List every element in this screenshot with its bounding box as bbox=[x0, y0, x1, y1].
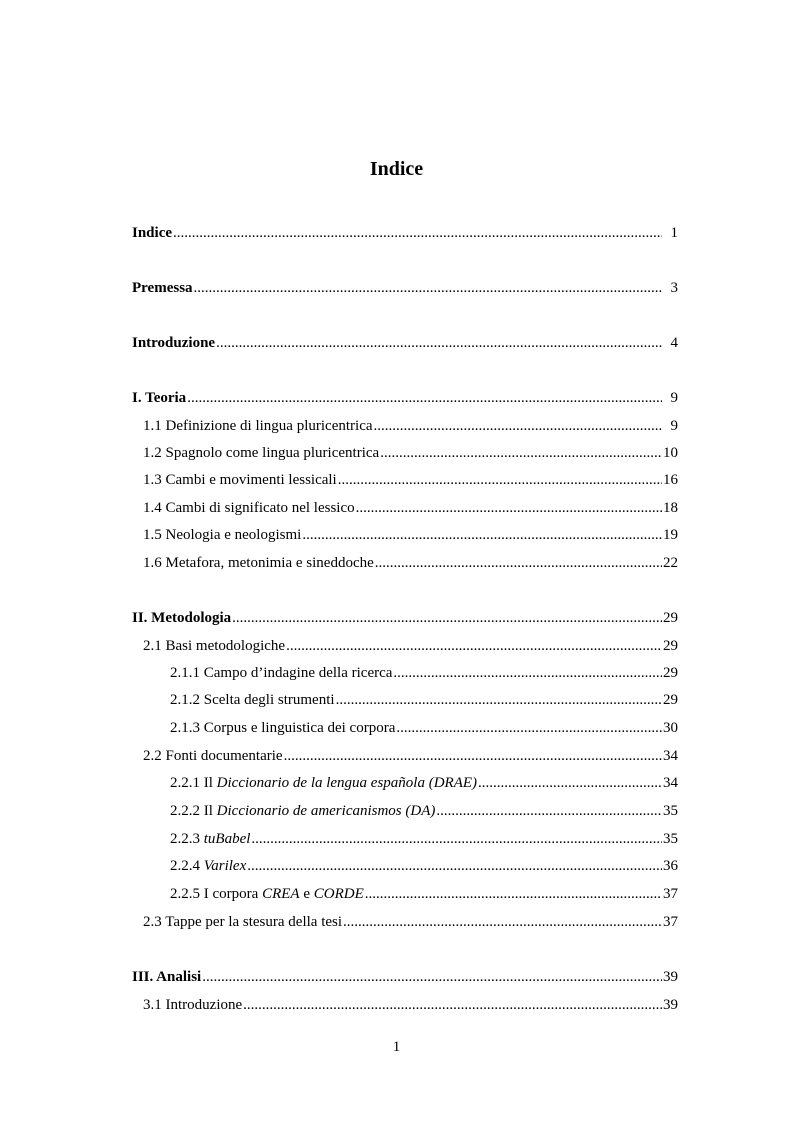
toc-entry[interactable] bbox=[170, 690, 678, 710]
toc-label-part: CREA bbox=[262, 886, 300, 902]
toc-label-part: Introduzione bbox=[132, 335, 216, 351]
toc-page-number: 35 bbox=[663, 803, 678, 819]
toc-entry-label bbox=[170, 856, 246, 876]
toc-label-part: e bbox=[299, 886, 314, 902]
toc-label-part: 2.2.3 bbox=[170, 831, 204, 847]
toc-page-number: 35 bbox=[663, 831, 678, 847]
toc-label-part: 1.2 Spagnolo come lingua pluricentrica bbox=[143, 445, 380, 461]
toc-label-part: 3.1 Introduzione bbox=[143, 997, 243, 1013]
toc-entry-label bbox=[143, 498, 355, 518]
toc-entry[interactable] bbox=[132, 967, 678, 987]
toc-entry-label bbox=[143, 995, 242, 1015]
toc-page-number: 4 bbox=[670, 335, 678, 351]
toc-page-number: 29 bbox=[663, 692, 678, 708]
toc-label-part: 1.1 Definizione di lingua pluricentrica bbox=[143, 418, 373, 434]
toc-leader-dots bbox=[302, 525, 662, 545]
toc-entry-label bbox=[143, 470, 337, 490]
toc-label-part: II. Metodologia bbox=[132, 610, 232, 626]
toc-entry[interactable] bbox=[170, 801, 678, 821]
toc-leader-dots bbox=[338, 470, 662, 490]
toc-page-number: 29 bbox=[663, 610, 678, 626]
toc-leader-dots bbox=[336, 690, 662, 710]
toc-label-part: 1.5 Neologia e neologismi bbox=[143, 527, 302, 543]
toc-entry-label bbox=[132, 333, 215, 353]
toc-leader-dots bbox=[251, 829, 662, 849]
toc-label-part: 1.4 Cambi di significato nel lessico bbox=[143, 500, 355, 516]
toc-entry-label bbox=[170, 663, 392, 683]
toc-label-part: Diccionario de americanismos (DA) bbox=[216, 803, 436, 819]
toc-entry-label bbox=[132, 223, 172, 243]
toc-leader-dots bbox=[380, 443, 662, 463]
toc-page-number: 18 bbox=[663, 500, 678, 516]
toc-entry[interactable] bbox=[143, 995, 678, 1015]
toc-page-number: 29 bbox=[663, 665, 678, 681]
toc-entry[interactable] bbox=[132, 608, 678, 628]
toc-entry-label bbox=[143, 912, 342, 932]
toc-entry-label bbox=[143, 746, 283, 766]
toc-entry-label bbox=[170, 884, 364, 904]
toc-leader-dots bbox=[356, 498, 662, 518]
toc-entry-label bbox=[143, 443, 379, 463]
toc-entry[interactable] bbox=[170, 829, 678, 849]
toc-leader-dots bbox=[343, 912, 662, 932]
toc-entry[interactable] bbox=[132, 388, 678, 408]
toc-page-number: 9 bbox=[670, 390, 678, 406]
toc-leader-dots bbox=[232, 608, 662, 628]
toc-page-number: 37 bbox=[663, 914, 678, 930]
toc-label-part: 2.2.4 bbox=[170, 858, 204, 874]
toc-entry-label bbox=[170, 690, 335, 710]
toc-page-number: 3 bbox=[670, 280, 678, 296]
toc-label-part: 2.1.1 Campo d’indagine della ricerca bbox=[170, 665, 393, 681]
toc-leader-dots bbox=[243, 995, 662, 1015]
toc-label-part: 2.1 Basi metodologiche bbox=[143, 638, 286, 654]
toc-label-part: CORDE bbox=[313, 886, 364, 902]
toc-label-part: Diccionario de la lengua española (DRAE) bbox=[216, 775, 478, 791]
toc-label-part: Premessa bbox=[132, 280, 193, 296]
toc-page-number: 1 bbox=[670, 225, 678, 241]
toc-entry-label bbox=[132, 608, 231, 628]
toc-entry[interactable] bbox=[143, 912, 678, 932]
toc-leader-dots bbox=[436, 801, 662, 821]
toc-page-number: 34 bbox=[663, 748, 678, 764]
toc-page-number: 36 bbox=[663, 858, 678, 874]
toc-leader-dots bbox=[187, 388, 661, 408]
toc-label-part: Varilex bbox=[203, 858, 247, 874]
toc-label-part: 2.2.5 I corpora bbox=[170, 886, 263, 902]
toc-page-number: 16 bbox=[663, 472, 678, 488]
toc-page-number: 19 bbox=[663, 527, 678, 543]
toc-entry[interactable] bbox=[170, 663, 678, 683]
toc-leader-dots bbox=[365, 884, 662, 904]
toc-label-part: 1.6 Metafora, metonimia e sineddoche bbox=[143, 555, 374, 571]
toc-entry[interactable] bbox=[132, 278, 678, 298]
toc-entry-label bbox=[170, 773, 477, 793]
toc-entry[interactable] bbox=[143, 553, 678, 573]
toc-leader-dots bbox=[284, 746, 662, 766]
toc-leader-dots bbox=[286, 636, 662, 656]
toc-label-part: 2.2.2 Il bbox=[170, 803, 217, 819]
toc-label-part: 2.3 Tappe per la stesura della tesi bbox=[143, 914, 343, 930]
toc-label-part: 2.1.2 Scelta degli strumenti bbox=[170, 692, 335, 708]
toc-label-part: Indice bbox=[132, 225, 173, 241]
toc-entry[interactable] bbox=[143, 746, 678, 766]
toc-page-number: 39 bbox=[663, 969, 678, 985]
page-title: Indice bbox=[369, 158, 424, 180]
toc-label-part: I. Teoria bbox=[132, 390, 187, 406]
toc-page-number: 39 bbox=[663, 997, 678, 1013]
toc-entry-label bbox=[143, 525, 301, 545]
toc-page-number: 10 bbox=[663, 445, 678, 461]
toc-entry-label bbox=[170, 718, 395, 738]
toc-entry-label bbox=[132, 278, 193, 298]
toc-entry-label bbox=[170, 829, 250, 849]
toc-entry-label bbox=[143, 416, 373, 436]
toc-leader-dots bbox=[216, 333, 661, 353]
toc-leader-dots bbox=[396, 718, 662, 738]
toc-entry-label bbox=[143, 636, 285, 656]
toc-leader-dots bbox=[375, 553, 662, 573]
toc-leader-dots bbox=[194, 278, 662, 298]
toc-label-part: 2.2.1 Il bbox=[170, 775, 217, 791]
toc-entry[interactable] bbox=[143, 636, 678, 656]
toc-page-number: 22 bbox=[663, 555, 678, 571]
toc-label-part: 2.1.3 Corpus e linguistica dei corpora bbox=[170, 720, 396, 736]
toc-entry[interactable] bbox=[170, 884, 678, 904]
toc-entry-label bbox=[132, 967, 201, 987]
toc-entry-label bbox=[132, 388, 186, 408]
toc-page-number: 37 bbox=[663, 886, 678, 902]
toc-entry[interactable] bbox=[170, 856, 678, 876]
page-number: 1 bbox=[392, 1039, 401, 1055]
toc-label-part: 2.2 Fonti documentarie bbox=[143, 748, 283, 764]
toc-entry[interactable] bbox=[143, 470, 678, 490]
toc-label-part: 1.3 Cambi e movimenti lessicali bbox=[143, 472, 337, 488]
toc-leader-dots bbox=[393, 663, 662, 683]
toc-page-number: 29 bbox=[663, 638, 678, 654]
toc-leader-dots bbox=[173, 223, 661, 243]
toc-entry-label bbox=[143, 553, 374, 573]
toc-entry[interactable] bbox=[132, 333, 678, 353]
toc-leader-dots bbox=[478, 773, 662, 793]
toc-page-number: 9 bbox=[670, 418, 678, 434]
toc-entry-label bbox=[170, 801, 435, 821]
toc-entry[interactable] bbox=[143, 416, 678, 436]
toc-page-number: 30 bbox=[663, 720, 678, 736]
toc-label-part: III. Analisi bbox=[132, 969, 202, 985]
toc-leader-dots bbox=[374, 416, 662, 436]
toc-entry[interactable] bbox=[143, 443, 678, 463]
toc-entry[interactable] bbox=[170, 718, 678, 738]
toc-entry[interactable] bbox=[143, 525, 678, 545]
toc-entry[interactable] bbox=[132, 223, 678, 243]
toc-page-number: 34 bbox=[663, 775, 678, 791]
toc-leader-dots bbox=[247, 856, 662, 876]
toc-leader-dots bbox=[202, 967, 662, 987]
toc-label-part: tuBabel bbox=[203, 831, 251, 847]
toc-entry[interactable] bbox=[170, 773, 678, 793]
toc-entry[interactable] bbox=[143, 498, 678, 518]
